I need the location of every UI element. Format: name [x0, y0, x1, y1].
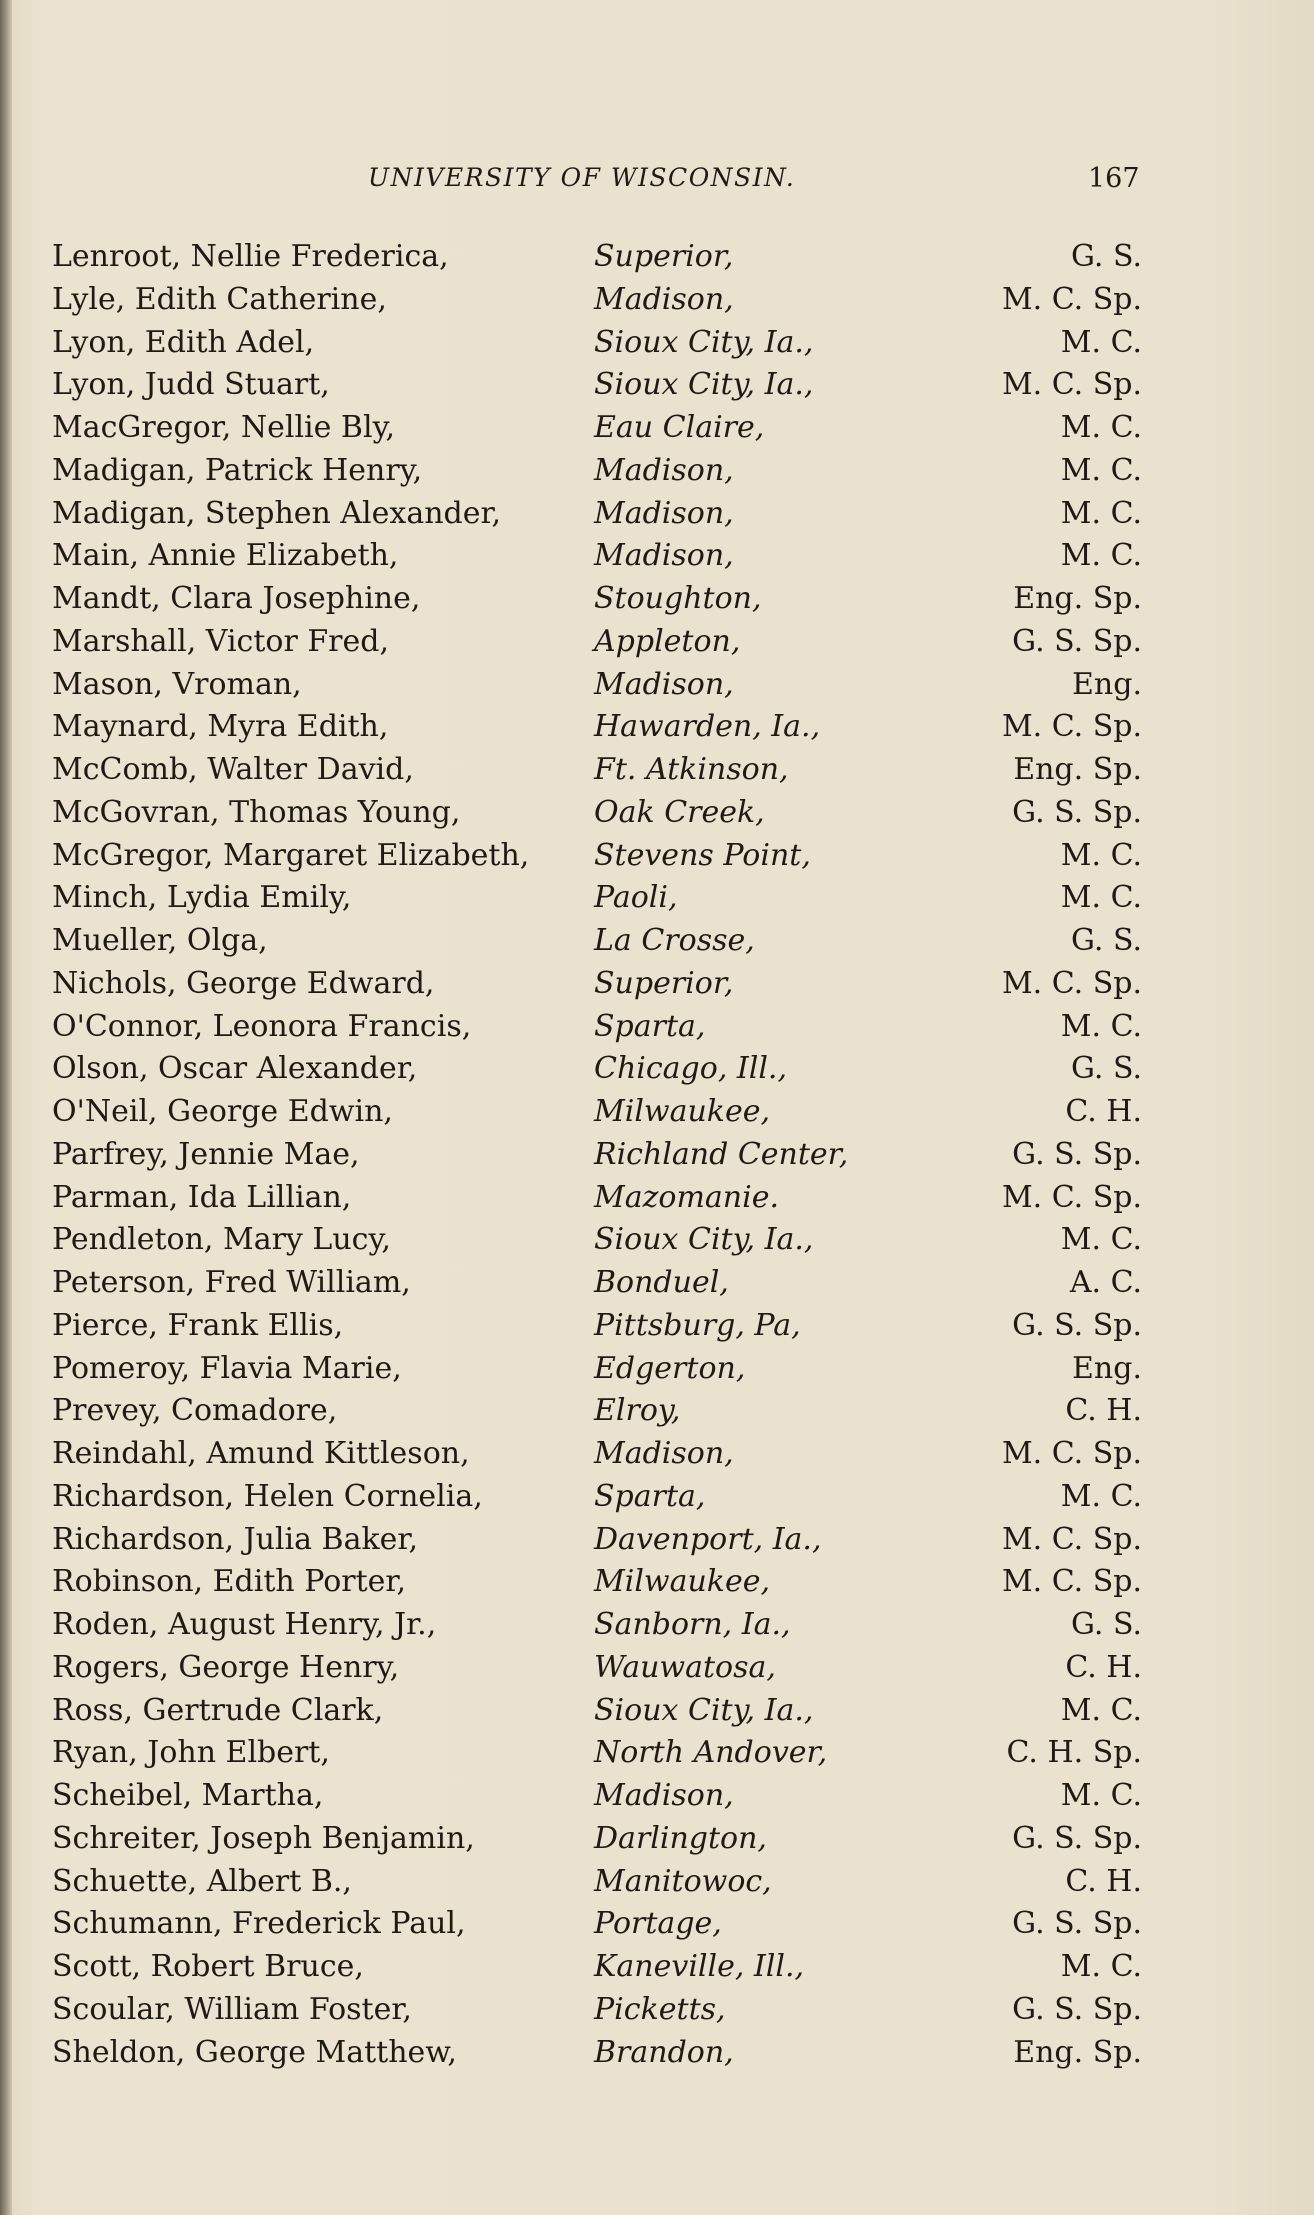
student-course: C. H. [1065, 1649, 1142, 1685]
student-row [0, 322, 1314, 365]
student-name: Scoular, William Foster, [52, 1991, 412, 2027]
student-row [0, 450, 1314, 493]
student-course: G. S. Sp. [1012, 1906, 1142, 1942]
student-course: C. H. [1065, 1863, 1142, 1899]
student-course: M. C. [1060, 1222, 1142, 1258]
student-row [0, 1561, 1314, 1604]
student-town: Bonduel, [594, 1265, 729, 1300]
student-town: Davenport, Ia., [594, 1521, 822, 1557]
student-town: Sioux City, Ia., [594, 1692, 814, 1728]
student-name: McComb, Walter David, [52, 752, 414, 787]
student-name: Lyon, Judd Stuart, [52, 367, 330, 403]
student-town: Brandon, [594, 2034, 734, 2070]
student-course: M. C. [1060, 324, 1142, 360]
student-name: McGregor, Margaret Elizabeth, [52, 837, 530, 873]
student-name: Schumann, Frederick Paul, [52, 1906, 466, 1942]
student-name: Rogers, George Henry, [52, 1649, 400, 1685]
student-town: Manitowoc, [594, 1863, 772, 1899]
student-row [0, 236, 1314, 279]
student-course: G. S. [1071, 1607, 1142, 1642]
student-town: La Crosse, [594, 923, 755, 958]
student-town: Ft. Atkinson, [594, 752, 789, 787]
student-row [0, 1903, 1314, 1946]
student-town: Madison, [594, 1778, 734, 1813]
student-name: Mandt, Clara Josephine, [52, 581, 421, 616]
student-name: Lenroot, Nellie Frederica, [52, 239, 449, 274]
student-town: Madison, [594, 495, 734, 531]
student-town: Sioux City, Ia., [594, 367, 814, 403]
student-row [0, 2032, 1314, 2075]
student-town: Milwaukee, [594, 1564, 771, 1600]
student-town: North Andover, [594, 1735, 828, 1771]
student-row [0, 664, 1314, 707]
student-name: Ross, Gertrude Clark, [52, 1692, 384, 1728]
student-course: Eng. Sp. [1013, 752, 1142, 787]
student-course: G. S. [1071, 1051, 1142, 1087]
student-town: Milwaukee, [594, 1094, 771, 1129]
student-course: G. S. Sp. [1012, 1820, 1142, 1856]
student-name: Olson, Oscar Alexander, [52, 1051, 418, 1087]
student-course: Eng. [1072, 666, 1142, 702]
student-name: Sheldon, George Matthew, [52, 2034, 457, 2070]
student-row [0, 1690, 1314, 1733]
student-town: Madison, [594, 1436, 734, 1471]
student-town: Pittsburg, Pa, [594, 1307, 801, 1343]
student-town: Eau Claire, [594, 410, 765, 445]
student-course: M. C. Sp. [1001, 1179, 1142, 1215]
student-name: O'Neil, George Edwin, [52, 1094, 393, 1129]
student-row [0, 1647, 1314, 1690]
student-row [0, 493, 1314, 536]
student-course: M. C. [1060, 880, 1142, 916]
student-row [0, 1818, 1314, 1861]
student-row [0, 963, 1314, 1006]
student-row [0, 706, 1314, 749]
student-row [0, 1861, 1314, 1904]
student-row [0, 1262, 1314, 1305]
student-course: M. C. Sp. [1001, 367, 1142, 403]
student-row [0, 1006, 1314, 1049]
student-course: M. C. Sp. [1001, 281, 1142, 317]
student-name: Scott, Robert Bruce, [52, 1949, 364, 1984]
student-course: G. S. Sp. [1012, 1307, 1142, 1343]
student-course: M. C. [1060, 1478, 1142, 1514]
student-town: Madison, [594, 452, 734, 488]
student-row [0, 1134, 1314, 1177]
running-head: UNIVERSITY OF WISCONSIN. [368, 163, 796, 192]
student-name: Pendleton, Mary Lucy, [52, 1222, 391, 1258]
student-course: M. C. [1060, 538, 1142, 574]
student-town: Sparta, [594, 1478, 706, 1514]
student-name: Richardson, Julia Baker, [52, 1521, 418, 1557]
student-list [0, 236, 1314, 2074]
student-town: Madison, [594, 538, 734, 574]
student-course: M. C. Sp. [1001, 1521, 1142, 1557]
student-name: Parfrey, Jennie Mae, [52, 1136, 360, 1172]
student-name: MacGregor, Nellie Bly, [52, 410, 396, 445]
student-course: Eng. Sp. [1013, 2034, 1142, 2070]
student-name: Marshall, Victor Fred, [52, 623, 389, 659]
student-row [0, 1732, 1314, 1775]
student-name: Parman, Ida Lillian, [52, 1179, 352, 1215]
student-row [0, 279, 1314, 322]
student-course: G. S. [1071, 923, 1142, 958]
student-row [0, 1946, 1314, 1989]
student-name: Mason, Vroman, [52, 666, 302, 702]
student-name: Robinson, Edith Porter, [52, 1564, 406, 1600]
student-name: Richardson, Helen Cornelia, [52, 1478, 483, 1514]
student-row [0, 835, 1314, 878]
student-row [0, 1348, 1314, 1391]
student-name: Nichols, George Edward, [52, 965, 435, 1001]
student-name: Lyle, Edith Catherine, [52, 281, 387, 317]
student-course: M. C. Sp. [1001, 1436, 1142, 1471]
student-name: Schreiter, Joseph Benjamin, [52, 1820, 475, 1856]
student-course: M. C. [1060, 410, 1142, 445]
student-row [0, 877, 1314, 920]
student-course: M. C. [1060, 452, 1142, 488]
student-town: Chicago, Ill., [594, 1051, 788, 1087]
student-town: Sanborn, Ia., [594, 1607, 791, 1642]
student-row [0, 1305, 1314, 1348]
student-row [0, 1775, 1314, 1818]
student-course: C. H. [1065, 1393, 1142, 1429]
student-town: Richland Center, [594, 1136, 849, 1172]
student-name: Roden, August Henry, Jr., [52, 1607, 437, 1642]
student-course: M. C. [1060, 1949, 1142, 1984]
student-town: Superior, [594, 239, 734, 274]
student-course: G. S. Sp. [1012, 1136, 1142, 1172]
student-name: Madigan, Patrick Henry, [52, 452, 423, 488]
page-header [0, 163, 1314, 203]
student-name: Prevey, Comadore, [52, 1393, 338, 1429]
student-town: Portage, [594, 1906, 722, 1942]
student-row [0, 1433, 1314, 1476]
student-town: Paoli, [594, 880, 678, 916]
student-town: Madison, [594, 666, 734, 702]
student-town: Sioux City, Ia., [594, 1222, 814, 1258]
student-row [0, 920, 1314, 963]
student-row [0, 621, 1314, 664]
student-course: M. C. [1060, 837, 1142, 873]
student-town: Sioux City, Ia., [594, 324, 814, 360]
student-row [0, 578, 1314, 621]
student-town: Appleton, [594, 623, 741, 659]
student-course: Eng. [1072, 1350, 1142, 1386]
student-town: Madison, [594, 281, 734, 317]
student-name: Pierce, Frank Ellis, [52, 1307, 344, 1343]
student-row [0, 1476, 1314, 1519]
student-name: Peterson, Fred William, [52, 1265, 411, 1300]
student-row [0, 1519, 1314, 1562]
student-row [0, 407, 1314, 450]
student-name: Reindahl, Amund Kittleson, [52, 1436, 470, 1471]
student-town: Wauwatosa, [594, 1649, 776, 1685]
student-name: O'Connor, Leonora Francis, [52, 1008, 472, 1044]
student-course: M. C. [1060, 495, 1142, 531]
student-town: Superior, [594, 965, 734, 1001]
student-name: Pomeroy, Flavia Marie, [52, 1350, 402, 1386]
student-row [0, 1177, 1314, 1220]
student-course: G. S. Sp. [1012, 623, 1142, 659]
student-row [0, 1219, 1314, 1262]
student-name: McGovran, Thomas Young, [52, 794, 461, 830]
student-name: Maynard, Myra Edith, [52, 709, 389, 745]
student-town: Darlington, [594, 1820, 767, 1856]
student-course: C. H. Sp. [1006, 1735, 1142, 1771]
student-course: G. S. [1071, 239, 1142, 274]
student-town: Picketts, [594, 1991, 726, 2027]
student-town: Kaneville, Ill., [594, 1949, 805, 1984]
student-town: Oak Creek, [594, 794, 765, 830]
student-town: Sparta, [594, 1008, 706, 1044]
student-course: M. C. [1060, 1692, 1142, 1728]
student-row [0, 792, 1314, 835]
student-town: Mazomanie. [594, 1179, 780, 1215]
student-name: Scheibel, Martha, [52, 1778, 324, 1813]
page-number: 167 [1088, 163, 1140, 194]
student-town: Stevens Point, [594, 837, 811, 873]
student-name: Main, Annie Elizabeth, [52, 538, 399, 574]
student-name: Madigan, Stephen Alexander, [52, 495, 502, 531]
student-row [0, 1091, 1314, 1134]
student-row [0, 364, 1314, 407]
student-course: C. H. [1065, 1094, 1142, 1129]
student-course: M. C. Sp. [1001, 965, 1142, 1001]
student-town: Elroy, [594, 1393, 681, 1429]
student-row [0, 1989, 1314, 2032]
student-course: G. S. Sp. [1012, 794, 1142, 830]
student-course: M. C. [1060, 1008, 1142, 1044]
student-row [0, 1604, 1314, 1647]
student-town: Stoughton, [594, 581, 762, 616]
student-name: Minch, Lydia Emily, [52, 880, 352, 916]
student-course: M. C. Sp. [1001, 1564, 1142, 1600]
student-row [0, 1390, 1314, 1433]
student-course: M. C. [1060, 1778, 1142, 1813]
student-course: A. C. [1069, 1265, 1142, 1300]
student-course: Eng. Sp. [1013, 581, 1142, 616]
student-name: Ryan, John Elbert, [52, 1735, 330, 1771]
student-row [0, 749, 1314, 792]
student-row [0, 1048, 1314, 1091]
student-row [0, 535, 1314, 578]
student-town: Hawarden, Ia., [594, 709, 821, 745]
student-town: Edgerton, [594, 1350, 746, 1386]
student-course: G. S. Sp. [1012, 1991, 1142, 2027]
student-course: M. C. Sp. [1001, 709, 1142, 745]
student-name: Lyon, Edith Adel, [52, 324, 315, 360]
student-name: Schuette, Albert B., [52, 1863, 352, 1899]
student-name: Mueller, Olga, [52, 923, 268, 958]
